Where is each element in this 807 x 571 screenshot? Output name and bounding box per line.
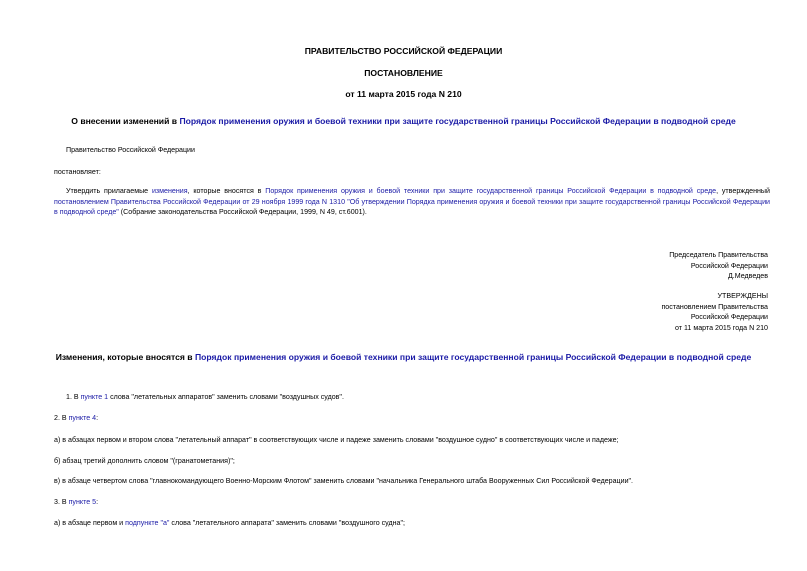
org-heading: ПРАВИТЕЛЬСТВО РОССИЙСКОЙ ФЕДЕРАЦИИ [304,46,503,56]
signature-block [669,250,768,282]
approved-block [661,291,768,333]
approved-country: Российской Федерации [690,313,768,321]
title-prefix: О внесении изменений в [71,116,180,126]
item-1-num: 1. В [66,393,81,401]
item-3-text: : [96,498,99,506]
date-heading: от 11 марта 2015 года N 210 [345,89,462,99]
title-link[interactable]: Порядок применения оружия и боевой техники при защите государственной границы Российской Федерации в подводной среде [179,116,736,126]
approved-date: от 11 марта 2015 года N 210 [675,323,768,332]
item-3 [54,497,98,508]
signature-country: Российской Федерации [690,261,768,270]
changes-link[interactable]: изменения [151,187,188,195]
signature-name: Д.Медведев [727,272,768,280]
item-2c: в) в абзаце четвертом слова "главнокомандующего Военно-Морским Флотом" заменить словами "начальника Генерального штаба Вооруженных Сил Российской Федерации". [54,477,634,485]
item-2a: а) в абзацах первом и втором слова "летательный аппарат" в соответствующих числе и падеже заменить словами "воздушное судно" в соответствующих числе и падеже; [54,436,619,444]
item-3-num: 3. В [54,498,69,506]
item-3-link[interactable]: пункте 5 [68,498,97,506]
item-2-link[interactable]: пункте 4 [68,414,97,422]
p1-text-a: Утвердить прилагаемые [66,187,152,195]
item-3a [54,518,405,529]
approved-label: УТВЕРЖДЕНЫ [717,292,768,300]
p1-text-c: , которые вносятся в [187,187,266,195]
procedure-link[interactable]: Порядок применения оружия и боевой техники при защите государственной границы Российской Федерации в подводной среде [265,187,717,195]
item-3a-text-b: слова "летательного аппарата" заменить словами "воздушного судна"; [169,519,405,527]
item-1-text: слова "летательных аппаратов" заменить словами "воздушных судов". [108,393,344,401]
government-line: Правительство Российской Федерации [66,146,195,154]
main-paragraph [54,186,770,218]
p1-text-g: (Собрание законодательства Российской Федерации, 1999, N 49, ст.6001). [118,208,367,216]
changes-title-link[interactable]: Порядок применения оружия и боевой техники при защите государственной границы Российской Федерации в подводной среде [194,352,752,362]
item-2 [54,413,98,424]
item-2-text: : [96,414,99,422]
signature-title: Председатель Правительства [669,251,768,259]
changes-title-prefix: Изменения, которые вносятся в [55,352,195,362]
item-2b: б) абзац третий дополнить словом "(гранатометания)"; [54,457,235,465]
item-1 [66,392,344,403]
decrees-line: постановляет: [54,168,101,176]
doc-type-heading: ПОСТАНОВЛЕНИЕ [364,68,443,78]
changes-title [0,352,807,362]
document-title [0,116,807,126]
item-1-link[interactable]: пункте 1 [80,393,109,401]
item-3a-text-a: а) в абзаце первом и [54,519,126,527]
item-3a-link[interactable]: подпункте "а" [125,519,170,527]
approved-by: постановлением Правительства [661,302,768,311]
resolution-link[interactable]: постановлением Правительства Российской Федерации от 29 ноября 1999 года N 1310 "Об утверждении Порядка применения оружия и боевой техники при защите государственной границы Российской Федерации в подводной среде" [54,197,770,216]
item-2-num: 2. В [54,414,69,422]
p1-text-e: , утвержденный [716,187,770,195]
